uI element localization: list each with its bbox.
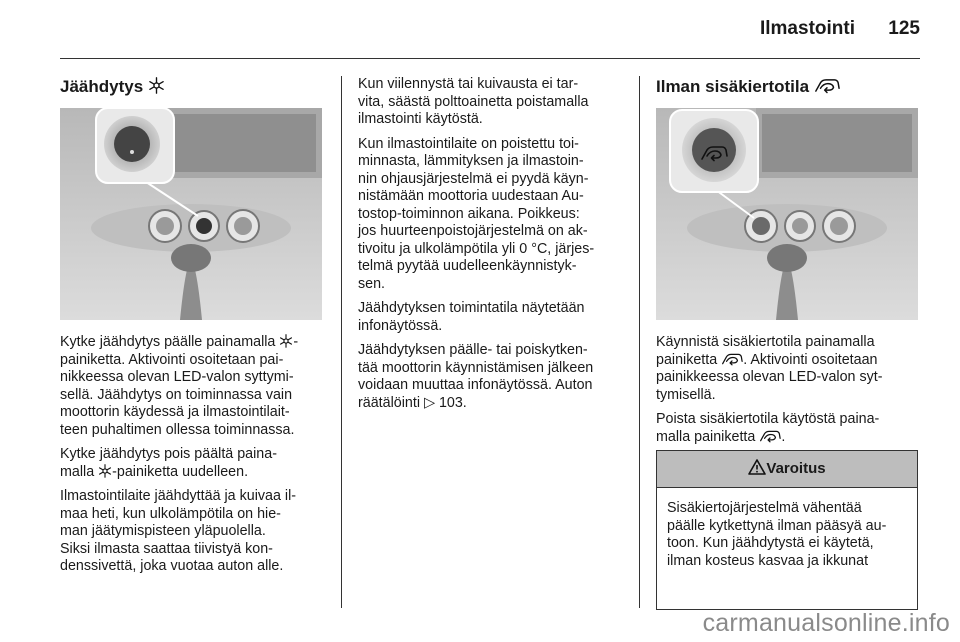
- column-divider-right: [639, 76, 640, 608]
- cooling-paragraph-2: Kytke jäähdytys pois päältä paina- malla -painiketta uudelleen.: [60, 446, 277, 480]
- warning-title: Varoitus: [766, 460, 826, 477]
- warning-triangle-icon: [748, 459, 766, 475]
- snowflake-icon: [98, 464, 112, 478]
- column-divider-left: [341, 76, 342, 608]
- page-ref-arrow-icon: ▷: [423, 394, 435, 411]
- middle-paragraph-4: Jäähdytyksen päälle- tai poiskytken- tää moottorin käynnistämisen jälkeen voidaan muuttaa infonäytössä. Auton räätälöinti ▷ 103.: [358, 342, 594, 411]
- middle-column: [358, 76, 630, 419]
- watermark: carmanualsonline.info: [702, 609, 950, 637]
- recirculation-paragraph-1: Käynnistä sisäkiertotila painamalla painiketta . Aktivointi osoitetaan painikkeessa olevan LED-valon syt- tymisellä.: [656, 334, 883, 403]
- recirculation-icon: [721, 352, 743, 366]
- warning-header: [657, 451, 917, 488]
- page-reference[interactable]: 103.: [438, 394, 467, 411]
- warning-box: [656, 450, 918, 610]
- recirculation-icon: [814, 77, 840, 94]
- page-header: [0, 0, 960, 60]
- snowflake-icon: [148, 77, 165, 94]
- warning-body: Sisäkiertojärjestelmä vähentää päälle kytkettynä ilman pääsyä au- toon. Kun jäähdytystä ei käytetä, ilman kosteus kasvaa ja ikkunat: [667, 500, 887, 569]
- header-divider: [60, 58, 920, 59]
- recirculation-paragraph-2: Poista sisäkiertotila käytöstä paina- malla painiketta .: [656, 411, 880, 445]
- cooling-paragraph-1: Kytke jäähdytys päälle painamalla - painiketta. Aktivointi osoitetaan pai- nikkeessa olevan LED-valon syttymi- sellä. Jäähdytys on toiminnassa vain moottorin käydessä ja ilmastointilait- teen puhaltimen ollessa toiminnassa.: [60, 334, 299, 438]
- middle-paragraph-1: Kun viilennystä tai kuivausta ei tar- vita, säästä polttoainetta poistamalla ilmastointi käytöstä.: [358, 76, 589, 127]
- recirculation-icon: [759, 429, 781, 443]
- recirculation-photo: [656, 108, 918, 320]
- section-title: Ilmastointi: [759, 18, 855, 39]
- right-column: [656, 76, 920, 453]
- cooling-heading: Jäähdytys: [60, 76, 330, 98]
- page-number: 125: [888, 18, 920, 39]
- left-column: [60, 76, 330, 583]
- recirculation-heading: Ilman sisäkiertotila: [656, 76, 920, 98]
- snowflake-icon: [279, 334, 293, 348]
- middle-paragraph-2: Kun ilmastointilaite on poistettu toi- minnasta, lämmityksen ja ilmastoin- nin ohjausjärjestelmä ei pyydä käyn- nistämään moottoria uudestaan Au- tostop-toiminnon aikana. Poikkeus: jos huurteenpoistojärjestelmä on ak- tivoitu ja ulkolämpötila yli 0 °C, järjes- telmä pyytää uudelleenkäynnistyk- sen.: [358, 135, 595, 292]
- cooling-photo: [60, 108, 322, 320]
- middle-paragraph-3: Jäähdytyksen toimintatila näytetään infonäytössä.: [358, 300, 585, 334]
- cooling-paragraph-3: Ilmastointilaite jäähdyttää ja kuivaa il- maa heti, kun ulkolämpötila on hie- man jäätymispisteen yläpuolella. Siksi ilmasta saattaa tiivistyä kon- denssivettä, joka vuotaa auton alle.: [60, 488, 297, 574]
